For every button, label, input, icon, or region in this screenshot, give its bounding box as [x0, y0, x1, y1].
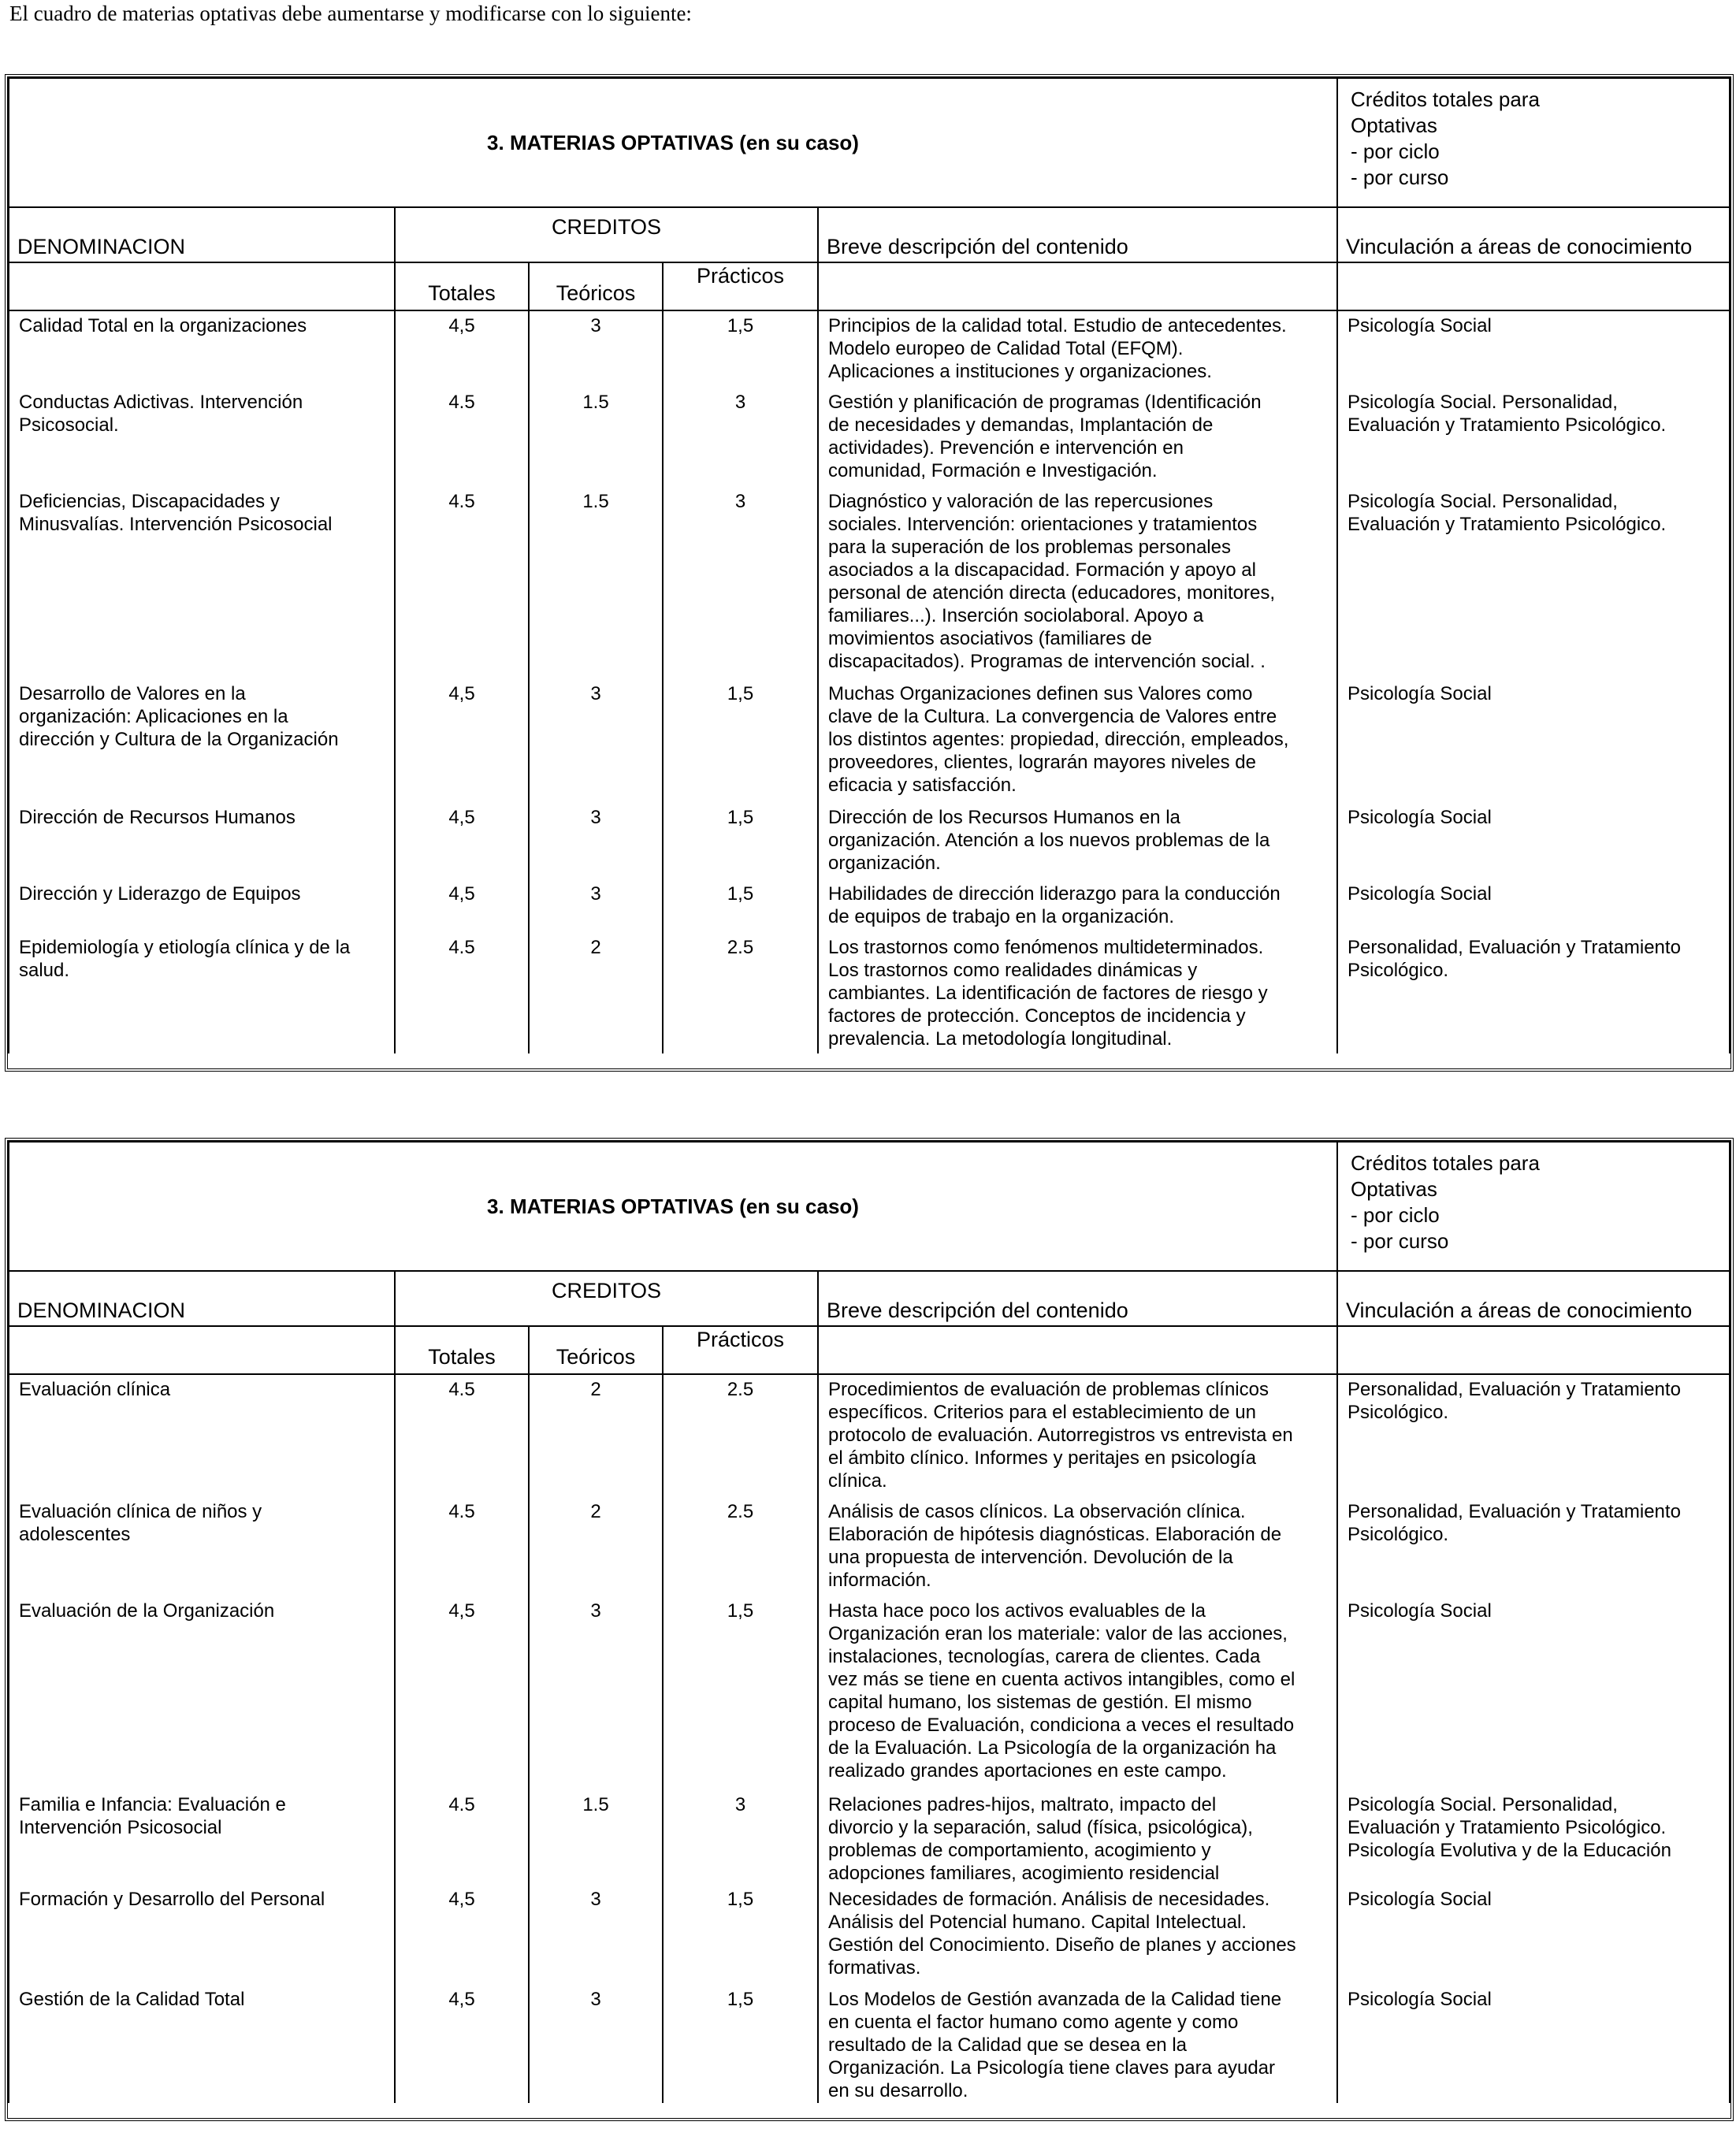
credits-practicos: 1,5 [663, 1596, 818, 1790]
table-row [9, 1596, 1730, 1790]
subject-description-line: una propuesta de intervención. Devolución de la [828, 1547, 1233, 1568]
subject-description-line: capital humano, los sistemas de gestión. El mismo [828, 1692, 1252, 1713]
optativas-table-2 [5, 1138, 1734, 2121]
subject-description-line: movimientos asociativos (familiares de [828, 628, 1152, 649]
credits-totales: 4.5 [395, 1497, 529, 1596]
subject-description-line: en su desarrollo. [828, 2080, 968, 2101]
table-title: 3. MATERIAS OPTATIVAS (en su caso) [9, 78, 1337, 207]
subject-description-line: Los trastornos como realidades dinámicas y [828, 960, 1198, 981]
knowledge-area [1337, 803, 1730, 879]
subject-name [9, 933, 395, 1053]
subject-name-line: Dirección de Recursos Humanos [19, 807, 296, 828]
empty-header-cell [1337, 262, 1730, 310]
knowledge-area-line: Psicología Social [1348, 315, 1492, 336]
credits-teoricos: 3 [529, 310, 663, 388]
credits-practicos: 1,5 [663, 803, 818, 879]
table-row [9, 487, 1730, 679]
subject-description-line: Elaboración de hipótesis diagnósticas. Elaboración de [828, 1524, 1282, 1545]
credits-totales: 4,5 [395, 803, 529, 879]
subject-name-line: organización: Aplicaciones en la [19, 706, 288, 727]
subject-name-line: Psicosocial. [19, 414, 119, 436]
col-header-creditos: CREDITOS [395, 1271, 818, 1326]
col-header-practicos: Prácticos [663, 262, 818, 310]
subject-description-line: organización. [828, 853, 941, 874]
table-body [9, 310, 1730, 1053]
credits-teoricos: 1.5 [529, 1790, 663, 1885]
subject-name-line: Evaluación de la Organización [19, 1600, 275, 1622]
col-header-teoricos: Teóricos [529, 262, 663, 310]
table-row [9, 1374, 1730, 1497]
col-header-totales: Totales [395, 262, 529, 310]
knowledge-area-line: Psicología Social [1348, 1600, 1492, 1622]
knowledge-area-line: Psicología Social [1348, 683, 1492, 704]
table-row [9, 310, 1730, 388]
credits-totales: 4.5 [395, 1790, 529, 1885]
subject-name [9, 803, 395, 879]
subject-name-line: Evaluación clínica [19, 1379, 171, 1400]
knowledge-area-line: Psicológico. [1348, 960, 1449, 981]
credits-total-cell [1337, 1142, 1730, 1271]
subject-name-line: Calidad Total en la organizaciones [19, 315, 307, 336]
subject-name-line: Gestión de la Calidad Total [19, 1989, 245, 2010]
knowledge-area [1337, 1985, 1730, 2103]
subject-name-line: Intervención Psicosocial [19, 1817, 222, 1838]
subject-description-line: Relaciones padres-hijos, maltrato, impacto del [828, 1794, 1217, 1815]
subject-description [818, 310, 1337, 388]
knowledge-area-line: Psicología Social. Personalidad, [1348, 392, 1618, 413]
credits-teoricos: 1.5 [529, 487, 663, 679]
subject-description-line: Los Modelos de Gestión avanzada de la Calidad tiene [828, 1989, 1282, 2010]
credits-totales: 4.5 [395, 487, 529, 679]
subject-description [818, 1985, 1337, 2103]
credits-totales: 4,5 [395, 310, 529, 388]
subject-description-line: cambiantes. La identificación de factores de riesgo y [828, 983, 1268, 1004]
knowledge-area-line: Psicología Social. Personalidad, [1348, 491, 1618, 512]
subject-description-line: Diagnóstico y valoración de las repercusiones [828, 491, 1214, 512]
subject-name-line: Familia e Infancia: Evaluación e [19, 1794, 286, 1815]
subject-name [9, 310, 395, 388]
subject-description-line: prevalencia. La metodología longitudinal. [828, 1028, 1173, 1050]
knowledge-area [1337, 310, 1730, 388]
subject-description-line: Análisis del Potencial humano. Capital Intelectual. [828, 1912, 1247, 1933]
col-header-denominacion: DENOMINACION [9, 1271, 395, 1326]
subject-description-line: Los trastornos como fenómenos multideterminados. [828, 937, 1264, 958]
knowledge-area [1337, 487, 1730, 679]
knowledge-area [1337, 879, 1730, 933]
col-header-descripcion: Breve descripción del contenido [818, 1271, 1337, 1326]
subject-name-line: salud. [19, 960, 70, 981]
subject-description-line: comunidad, Formación e Investigación. [828, 460, 1158, 481]
subject-description-line: Análisis de casos clínicos. La observación clínica. [828, 1501, 1246, 1522]
knowledge-area-line: Psicología Evolutiva y de la Educación [1348, 1840, 1671, 1861]
table-row [9, 1497, 1730, 1596]
credits-total-line: Créditos totales para [1351, 1151, 1540, 1175]
materias-table [8, 1141, 1730, 2103]
credits-teoricos: 1.5 [529, 388, 663, 487]
credits-practicos: 1,5 [663, 310, 818, 388]
subject-description-line: el ámbito clínico. Informes y peritajes en psicología [828, 1447, 1256, 1469]
subject-name [9, 1885, 395, 1985]
credits-practicos: 3 [663, 388, 818, 487]
subject-description-line: Hasta hace poco los activos evaluables de la [828, 1600, 1206, 1622]
subject-name-line: Deficiencias, Discapacidades y [19, 491, 280, 512]
subject-name [9, 1790, 395, 1885]
subject-description-line: de equipos de trabajo en la organización. [828, 906, 1174, 927]
credits-teoricos: 3 [529, 1596, 663, 1790]
subject-description-line: formativas. [828, 1957, 921, 1979]
subject-description-line: de la Evaluación. La Psicología de la organización ha [828, 1737, 1277, 1759]
subject-name [9, 1497, 395, 1596]
knowledge-area-line: Evaluación y Tratamiento Psicológico. [1348, 1817, 1667, 1838]
subject-name-line: Conductas Adictivas. Intervención [19, 392, 303, 413]
subject-description-line: protocolo de evaluación. Autorregistros vs entrevista en [828, 1425, 1293, 1446]
credits-practicos: 2.5 [663, 1497, 818, 1596]
subject-name-line: Formación y Desarrollo del Personal [19, 1889, 325, 1910]
subject-description [818, 879, 1337, 933]
table-row [9, 933, 1730, 1053]
knowledge-area-line: Psicología Social [1348, 807, 1492, 828]
subject-name [9, 1985, 395, 2103]
table-row [9, 1790, 1730, 1885]
subject-description-line: discapacitados). Programas de intervención social. . [828, 651, 1266, 672]
table-head [9, 1142, 1730, 1374]
credits-total-line: - por curso [1351, 165, 1449, 189]
subject-description [818, 1497, 1337, 1596]
subject-description-line: de necesidades y demandas, Implantación de [828, 414, 1214, 436]
credits-teoricos: 3 [529, 1985, 663, 2103]
credits-practicos: 1,5 [663, 679, 818, 803]
intro-text: El cuadro de materias optativas debe aumentarse y modificarse con lo siguiente: [9, 2, 692, 25]
subject-description-line: organización. Atención a los nuevos problemas de la [828, 830, 1270, 851]
empty-header-cell [818, 262, 1337, 310]
materias-table [8, 77, 1730, 1053]
knowledge-area-line: Psicología Social [1348, 1889, 1492, 1910]
subject-description-line: Aplicaciones a instituciones y organizaciones. [828, 361, 1212, 382]
subject-name [9, 1596, 395, 1790]
knowledge-area-line: Evaluación y Tratamiento Psicológico. [1348, 414, 1667, 436]
subject-description-line: clave de la Cultura. La convergencia de Valores entre [828, 706, 1277, 727]
subject-name [9, 1374, 395, 1497]
subject-name-line: Desarrollo de Valores en la [19, 683, 246, 704]
subject-name-line: dirección y Cultura de la Organización [19, 729, 339, 750]
subject-description-line: Necesidades de formación. Análisis de necesidades. [828, 1889, 1270, 1910]
col-header-totales: Totales [395, 1326, 529, 1374]
subject-description [818, 388, 1337, 487]
credits-totales: 4,5 [395, 1596, 529, 1790]
subject-description-line: factores de protección. Conceptos de incidencia y [828, 1005, 1246, 1027]
knowledge-area [1337, 1885, 1730, 1985]
credits-practicos: 3 [663, 1790, 818, 1885]
credits-practicos: 2.5 [663, 933, 818, 1053]
credits-totales: 4,5 [395, 1985, 529, 2103]
knowledge-area [1337, 1790, 1730, 1885]
subject-name-line: adolescentes [19, 1524, 131, 1545]
col-header-vinculacion: Vinculación a áreas de conocimiento [1337, 1271, 1730, 1326]
table-head [9, 78, 1730, 310]
col-header-descripcion: Breve descripción del contenido [818, 207, 1337, 262]
subject-name [9, 487, 395, 679]
subject-description-line: en cuenta el factor humano como agente y como [828, 2012, 1239, 2033]
col-header-vinculacion: Vinculación a áreas de conocimiento [1337, 207, 1730, 262]
subject-description-line: Organización eran los materiale: valor de las acciones, [828, 1623, 1288, 1644]
table-row [9, 879, 1730, 933]
subject-description-line: actividades). Prevención e intervención en [828, 437, 1184, 459]
subject-name [9, 879, 395, 933]
subject-description-line: Procedimientos de evaluación de problemas clínicos [828, 1379, 1269, 1400]
optativas-table-1 [5, 74, 1734, 1072]
subject-description-line: adopciones familiares, acogimiento residencial [828, 1863, 1220, 1884]
credits-total-line: - por ciclo [1351, 139, 1440, 163]
table-title: 3. MATERIAS OPTATIVAS (en su caso) [9, 1142, 1337, 1271]
knowledge-area-line: Psicología Social. Personalidad, [1348, 1794, 1618, 1815]
credits-totales: 4,5 [395, 679, 529, 803]
subject-description-line: familiares...). Inserción sociolaboral. Apoyo a [828, 605, 1204, 626]
subject-description-line: asociados a la discapacidad. Formación y apoyo al [828, 559, 1256, 581]
credits-practicos: 1,5 [663, 1885, 818, 1985]
subject-name-line: Dirección y Liderazgo de Equipos [19, 883, 301, 905]
subject-description-line: vez más se tiene en cuenta activos intangibles, como el [828, 1669, 1295, 1690]
credits-total-line: Optativas [1351, 113, 1437, 137]
credits-totales: 4.5 [395, 933, 529, 1053]
credits-total-line: - por ciclo [1351, 1203, 1440, 1227]
col-header-creditos: CREDITOS [395, 207, 818, 262]
subject-description-line: eficacia y satisfacción. [828, 775, 1017, 796]
credits-teoricos: 2 [529, 933, 663, 1053]
subject-name-line: Evaluación clínica de niños y [19, 1501, 262, 1522]
subject-description-line: Muchas Organizaciones definen sus Valores como [828, 683, 1253, 704]
subject-description-line: divorcio y la separación, salud (física, psicológica), [828, 1817, 1253, 1838]
knowledge-area [1337, 1596, 1730, 1790]
empty-header-cell [9, 262, 395, 310]
credits-teoricos: 3 [529, 803, 663, 879]
table-row [9, 679, 1730, 803]
empty-header-cell [818, 1326, 1337, 1374]
subject-description-line: Gestión y planificación de programas (Identificación [828, 392, 1262, 413]
subject-description-line: para la superación de los problemas personales [828, 537, 1231, 558]
subject-description-line: resultado de la Calidad que se desea en la [828, 2034, 1187, 2056]
subject-description-line: clínica. [828, 1470, 887, 1492]
credits-total-line: Créditos totales para [1351, 87, 1540, 111]
credits-practicos: 1,5 [663, 879, 818, 933]
subject-description [818, 933, 1337, 1053]
subject-description [818, 803, 1337, 879]
knowledge-area [1337, 1497, 1730, 1596]
knowledge-area [1337, 1374, 1730, 1497]
subject-description-line: sociales. Intervención: orientaciones y tratamientos [828, 514, 1258, 535]
subject-description [818, 1374, 1337, 1497]
subject-description-line: Habilidades de dirección liderazgo para la conducción [828, 883, 1281, 905]
credits-total-line: - por curso [1351, 1229, 1449, 1253]
credits-total-cell [1337, 78, 1730, 207]
subject-description-line: personal de atención directa (educadores, monitores, [828, 582, 1275, 604]
knowledge-area-line: Psicología Social [1348, 1989, 1492, 2010]
credits-teoricos: 3 [529, 679, 663, 803]
subject-name [9, 388, 395, 487]
knowledge-area-line: Psicología Social [1348, 883, 1492, 905]
knowledge-area-line: Personalidad, Evaluación y Tratamiento [1348, 1379, 1681, 1400]
table-row [9, 1885, 1730, 1985]
table-row [9, 1985, 1730, 2103]
subject-description-line: específicos. Criterios para el establecimiento de un [828, 1402, 1256, 1423]
credits-teoricos: 3 [529, 1885, 663, 1985]
subject-description [818, 1885, 1337, 1985]
knowledge-area-line: Psicológico. [1348, 1524, 1449, 1545]
subject-description-line: Organización. La Psicología tiene claves para ayudar [828, 2057, 1275, 2079]
credits-totales: 4.5 [395, 1374, 529, 1497]
subject-name [9, 679, 395, 803]
table-body [9, 1374, 1730, 2103]
credits-practicos: 3 [663, 487, 818, 679]
subject-name-line: Epidemiología y etiología clínica y de la [19, 937, 351, 958]
knowledge-area-line: Personalidad, Evaluación y Tratamiento [1348, 937, 1681, 958]
credits-totales: 4,5 [395, 879, 529, 933]
credits-teoricos: 2 [529, 1374, 663, 1497]
subject-description-line: proveedores, clientes, lograrán mayores niveles de [828, 752, 1256, 773]
credits-practicos: 1,5 [663, 1985, 818, 2103]
subject-description [818, 1596, 1337, 1790]
table-row [9, 388, 1730, 487]
subject-description-line: los distintos agentes: propiedad, dirección, empleados, [828, 729, 1289, 750]
subject-description-line: instalaciones, tecnologías, carera de clientes. Cada [828, 1646, 1261, 1667]
subject-description [818, 487, 1337, 679]
credits-totales: 4.5 [395, 388, 529, 487]
credits-total-line: Optativas [1351, 1177, 1437, 1201]
knowledge-area-line: Personalidad, Evaluación y Tratamiento [1348, 1501, 1681, 1522]
credits-teoricos: 3 [529, 879, 663, 933]
col-header-teoricos: Teóricos [529, 1326, 663, 1374]
subject-description-line: realizado grandes aportaciones en este campo. [828, 1760, 1227, 1782]
subject-description-line: problemas de comportamiento, acogimiento y [828, 1840, 1211, 1861]
subject-description [818, 1790, 1337, 1885]
subject-description-line: información. [828, 1570, 931, 1591]
subject-name-line: Minusvalías. Intervención Psicosocial [19, 514, 333, 535]
subject-description-line: Dirección de los Recursos Humanos en la [828, 807, 1180, 828]
credits-teoricos: 2 [529, 1497, 663, 1596]
knowledge-area [1337, 388, 1730, 487]
subject-description-line: Principios de la calidad total. Estudio de antecedentes. [828, 315, 1287, 336]
empty-header-cell [9, 1326, 395, 1374]
credits-practicos: 2.5 [663, 1374, 818, 1497]
subject-description-line: Gestión del Conocimiento. Diseño de planes y acciones [828, 1934, 1296, 1956]
subject-description-line: proceso de Evaluación, condiciona a veces el resultado [828, 1715, 1295, 1736]
subject-description [818, 679, 1337, 803]
empty-header-cell [1337, 1326, 1730, 1374]
subject-description-line: Modelo europeo de Calidad Total (EFQM). [828, 338, 1184, 359]
knowledge-area [1337, 679, 1730, 803]
table-row [9, 803, 1730, 879]
knowledge-area [1337, 933, 1730, 1053]
knowledge-area-line: Psicológico. [1348, 1402, 1449, 1423]
col-header-denominacion: DENOMINACION [9, 207, 395, 262]
col-header-practicos: Prácticos [663, 1326, 818, 1374]
knowledge-area-line: Evaluación y Tratamiento Psicológico. [1348, 514, 1667, 535]
credits-totales: 4,5 [395, 1885, 529, 1985]
